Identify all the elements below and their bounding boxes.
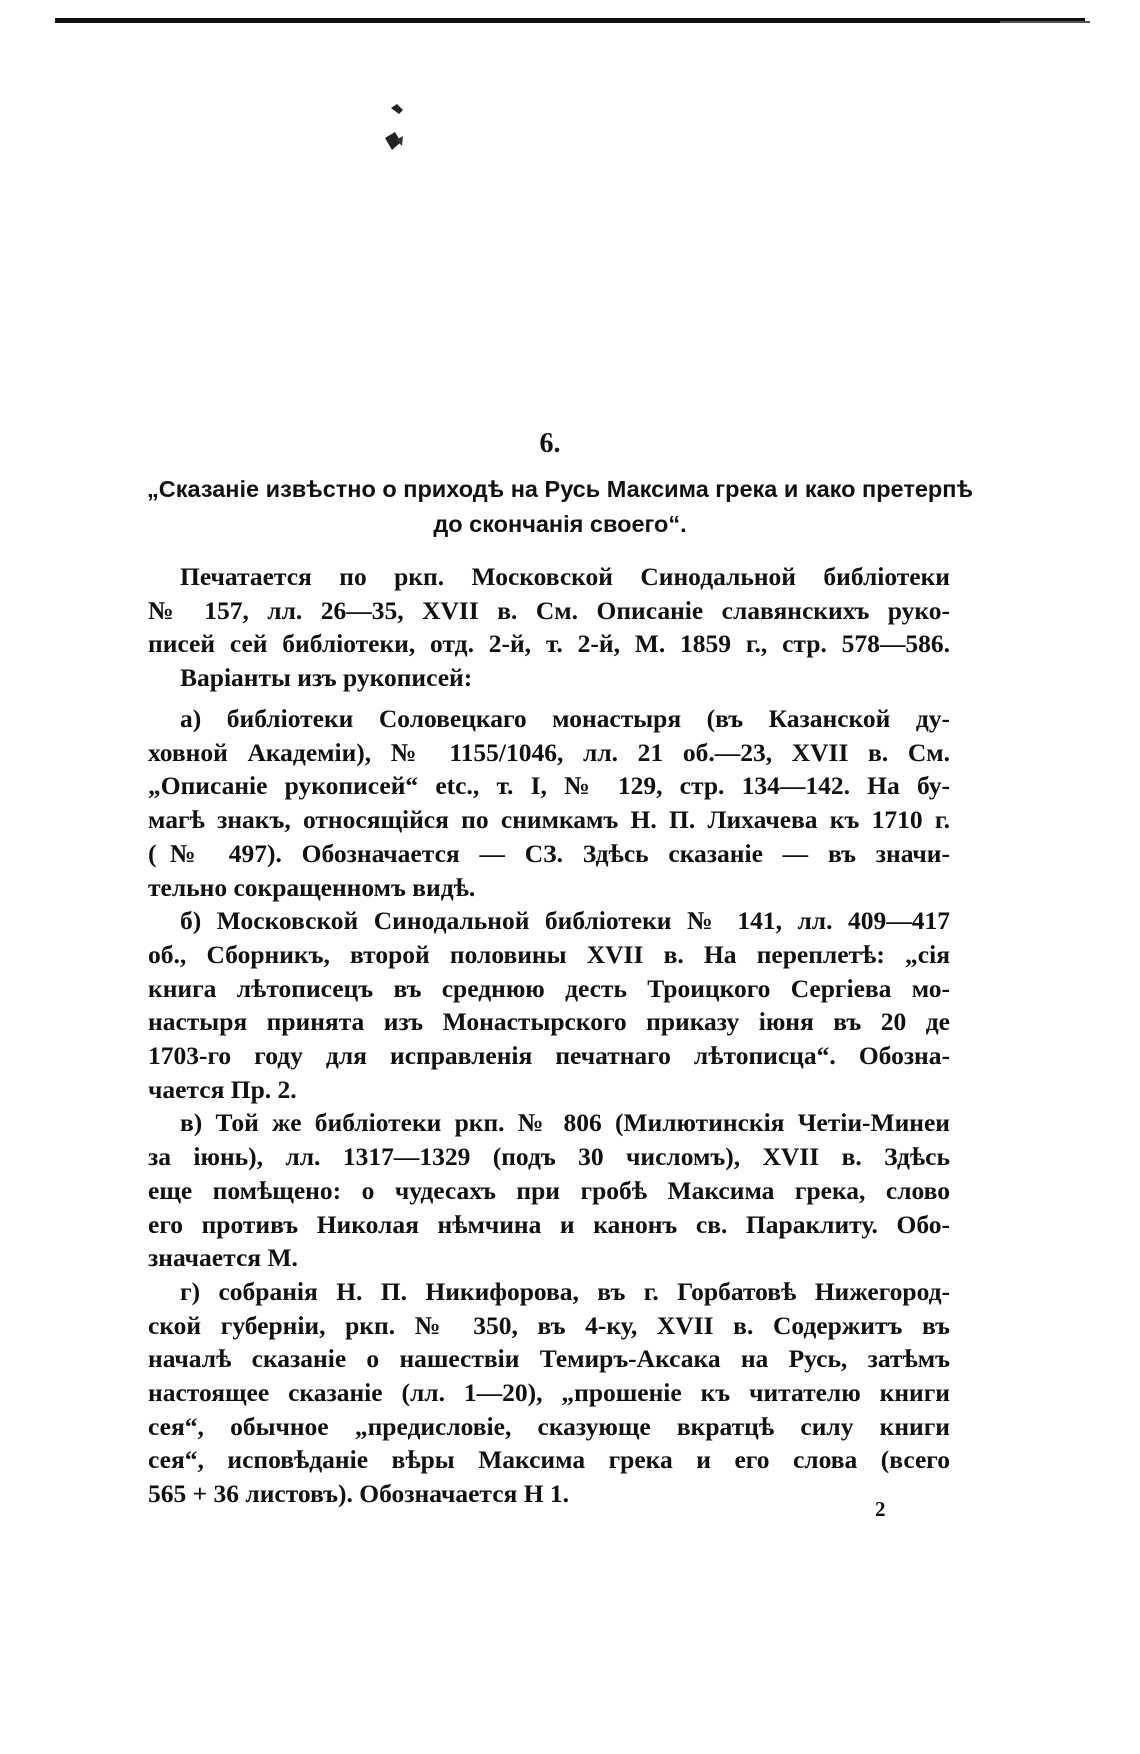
title-line: до скончанія своего“. <box>433 511 687 537</box>
top-border-rule <box>55 18 1085 23</box>
text-line: настоящее сказаніе (лл. 1—20), „прошеніе къ читателю книги <box>148 1378 950 1407</box>
text-line: его противъ Николая нѣмчина и канонъ св. Параклиту. Обо- <box>148 1209 950 1239</box>
text-line: книга лѣтописецъ въ среднюю десть Троицкого Сергіева мо- <box>148 973 950 1003</box>
text-line: сея“, обычное „предисловіе, сказующе вкратцѣ силу книги <box>148 1411 950 1441</box>
text-line: № 157, лл. 26—35, XVII в. См. Описаніе славянскихъ руко- <box>148 595 950 625</box>
page-number: 2 <box>875 1497 886 1521</box>
text-line: еще помѣщено: о чудесахъ при гробѣ Максима грека, слово <box>148 1175 950 1205</box>
text-line: тельно сокращенномъ видѣ. <box>148 872 476 902</box>
text-line: магѣ знакъ, относящійся по снимкамъ Н. П. Лихачева къ 1710 г. <box>148 805 950 835</box>
ink-blot-mark <box>383 100 423 160</box>
text-line: б) Московской Синодальной библіотеки № 141, лл. 409—417 <box>180 906 950 936</box>
text-line: сея“, исповѣданіе вѣры Максима грека и его слова (всего <box>148 1445 950 1475</box>
text-line: за іюнь), лл. 1317—1329 (подъ 30 числомъ), XVII в. Здѣсь <box>148 1142 950 1172</box>
text-line: (№ 497). Обозначается — СЗ. Здѣсь сказаніе — въ значи- <box>148 838 950 868</box>
text-line: в) Той же библіотеки ркп. № 806 (Милютинскія Четіи-Минеи <box>180 1108 950 1138</box>
text-line: настыря принята изъ Монастырского приказу іюня въ 20 де <box>148 1007 950 1037</box>
text-line: чается Пр. 2. <box>148 1074 297 1104</box>
top-border-rule-tail <box>1000 21 1090 23</box>
text-line: значается М. <box>148 1243 298 1273</box>
text-line: писей сей библіотеки, отд. 2-й, т. 2-й, М. 1859 г., стр. 578—586. <box>148 629 950 659</box>
text-line: ховной Академіи), № 1155/1046, лл. 21 об.—23, XVII в. См. <box>148 737 950 767</box>
text-line: об., Сборникъ, второй половины XVII в. На переплетѣ: „сія <box>148 939 950 969</box>
text-line: Варіанты изъ рукописей: <box>180 663 473 693</box>
text-line: „Описаніе рукописей“ etc., т. I, № 129, стр. 134—142. На бу- <box>148 771 950 801</box>
text-line: 565 + 36 листовъ). Обозначается Н 1. <box>148 1479 570 1509</box>
text-line: ской губерніи, ркп. № 350, въ 4-ку, XVII в. Содержитъ въ <box>148 1310 950 1340</box>
section-title <box>140 472 980 542</box>
text-line: 1703-го году для исправленія печатнаго лѣтописца“. Обозна- <box>148 1041 950 1070</box>
text-line: а) библіотеки Соловецкаго монастыря (въ Казанской ду- <box>180 704 950 733</box>
text-line: Печатается по ркп. Московской Синодальной библіотеки <box>180 562 950 591</box>
section-number: 6. <box>539 428 561 459</box>
text-line: г) собранія Н. П. Никифорова, въ г. Горбатовѣ Нижегород- <box>180 1276 950 1306</box>
text-line: началѣ сказаніе о нашествіи Темиръ-Аксака на Русь, затѣмъ <box>148 1344 950 1374</box>
title-line: „Сказаніе извѣстно о приходѣ на Русь Максима грека и како претерпѣ <box>147 476 973 502</box>
